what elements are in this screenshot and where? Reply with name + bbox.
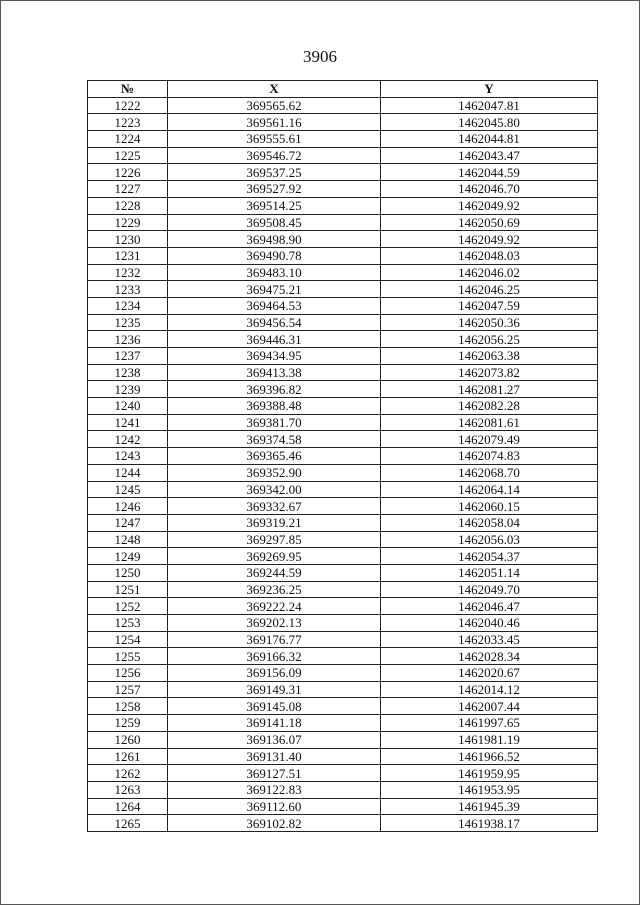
table-body — [88, 97, 598, 831]
cell-x: 369446.31 — [168, 331, 381, 348]
cell-x: 369102.82 — [168, 815, 381, 832]
cell-x: 369156.09 — [168, 665, 381, 682]
cell-point-number: 1251 — [88, 581, 168, 598]
table-row — [88, 581, 598, 598]
table-row — [88, 648, 598, 665]
cell-x: 369498.90 — [168, 231, 381, 248]
table-row — [88, 381, 598, 398]
cell-y: 1462046.70 — [381, 181, 598, 198]
table-row — [88, 364, 598, 381]
cell-y: 1462073.82 — [381, 364, 598, 381]
table-row — [88, 514, 598, 531]
cell-point-number: 1223 — [88, 114, 168, 131]
cell-point-number: 1243 — [88, 448, 168, 465]
cell-point-number: 1238 — [88, 364, 168, 381]
table-row — [88, 481, 598, 498]
cell-point-number: 1225 — [88, 147, 168, 164]
cell-x: 369388.48 — [168, 398, 381, 415]
cell-y: 1462046.02 — [381, 264, 598, 281]
cell-x: 369131.40 — [168, 748, 381, 765]
cell-point-number: 1232 — [88, 264, 168, 281]
cell-x: 369490.78 — [168, 247, 381, 264]
cell-point-number: 1230 — [88, 231, 168, 248]
cell-x: 369508.45 — [168, 214, 381, 231]
cell-x: 369555.61 — [168, 131, 381, 148]
cell-x: 369396.82 — [168, 381, 381, 398]
table-row — [88, 181, 598, 198]
table-row — [88, 431, 598, 448]
cell-point-number: 1235 — [88, 314, 168, 331]
table-row — [88, 731, 598, 748]
cell-y: 1462028.34 — [381, 648, 598, 665]
cell-x: 369202.13 — [168, 615, 381, 632]
cell-y: 1461997.65 — [381, 715, 598, 732]
table-row — [88, 498, 598, 515]
table-row — [88, 297, 598, 314]
cell-point-number: 1257 — [88, 681, 168, 698]
table-row — [88, 715, 598, 732]
cell-point-number: 1233 — [88, 281, 168, 298]
cell-y: 1462056.25 — [381, 331, 598, 348]
cell-x: 369365.46 — [168, 448, 381, 465]
cell-y: 1461953.95 — [381, 781, 598, 798]
cell-point-number: 1250 — [88, 564, 168, 581]
cell-y: 1461966.52 — [381, 748, 598, 765]
cell-y: 1461938.17 — [381, 815, 598, 832]
cell-y: 1462064.14 — [381, 481, 598, 498]
cell-point-number: 1231 — [88, 247, 168, 264]
table-row — [88, 464, 598, 481]
table-row — [88, 665, 598, 682]
cell-point-number: 1265 — [88, 815, 168, 832]
table-row — [88, 197, 598, 214]
table-row — [88, 681, 598, 698]
cell-x: 369464.53 — [168, 297, 381, 314]
table-row — [88, 815, 598, 832]
cell-point-number: 1226 — [88, 164, 168, 181]
table-row — [88, 781, 598, 798]
table-row — [88, 164, 598, 181]
cell-point-number: 1241 — [88, 414, 168, 431]
cell-y: 1461945.39 — [381, 798, 598, 815]
cell-x: 369141.18 — [168, 715, 381, 732]
cell-x: 369319.21 — [168, 514, 381, 531]
table-row — [88, 97, 598, 114]
table-row — [88, 631, 598, 648]
cell-point-number: 1249 — [88, 548, 168, 565]
cell-point-number: 1258 — [88, 698, 168, 715]
cell-y: 1462054.37 — [381, 548, 598, 565]
cell-y: 1462044.81 — [381, 131, 598, 148]
cell-y: 1462049.92 — [381, 197, 598, 214]
cell-x: 369112.60 — [168, 798, 381, 815]
table-row — [88, 214, 598, 231]
column-header-number: № — [88, 81, 168, 98]
cell-x: 369475.21 — [168, 281, 381, 298]
cell-y: 1462081.61 — [381, 414, 598, 431]
cell-x: 369176.77 — [168, 631, 381, 648]
cell-point-number: 1242 — [88, 431, 168, 448]
page-number: 3906 — [303, 47, 337, 66]
cell-point-number: 1234 — [88, 297, 168, 314]
table-row — [88, 247, 598, 264]
table-row — [88, 698, 598, 715]
cell-y: 1462033.45 — [381, 631, 598, 648]
table-row — [88, 114, 598, 131]
cell-point-number: 1236 — [88, 331, 168, 348]
cell-y: 1462050.36 — [381, 314, 598, 331]
cell-y: 1462074.83 — [381, 448, 598, 465]
cell-y: 1462043.47 — [381, 147, 598, 164]
cell-x: 369136.07 — [168, 731, 381, 748]
cell-y: 1462048.03 — [381, 247, 598, 264]
cell-x: 369244.59 — [168, 564, 381, 581]
cell-point-number: 1245 — [88, 481, 168, 498]
cell-point-number: 1237 — [88, 348, 168, 365]
table-row — [88, 264, 598, 281]
cell-y: 1462049.70 — [381, 581, 598, 598]
cell-x: 369352.90 — [168, 464, 381, 481]
cell-x: 369527.92 — [168, 181, 381, 198]
table-header-row — [88, 81, 598, 98]
cell-x: 369222.24 — [168, 598, 381, 615]
table-row — [88, 798, 598, 815]
cell-point-number: 1224 — [88, 131, 168, 148]
cell-point-number: 1259 — [88, 715, 168, 732]
cell-x: 369514.25 — [168, 197, 381, 214]
cell-y: 1462081.27 — [381, 381, 598, 398]
cell-x: 369236.25 — [168, 581, 381, 598]
cell-point-number: 1262 — [88, 765, 168, 782]
table-row — [88, 314, 598, 331]
cell-y: 1462046.25 — [381, 281, 598, 298]
cell-x: 369149.31 — [168, 681, 381, 698]
cell-y: 1462060.15 — [381, 498, 598, 515]
table-row — [88, 548, 598, 565]
cell-x: 369332.67 — [168, 498, 381, 515]
cell-y: 1462007.44 — [381, 698, 598, 715]
cell-point-number: 1248 — [88, 531, 168, 548]
cell-y: 1462044.59 — [381, 164, 598, 181]
cell-point-number: 1240 — [88, 398, 168, 415]
cell-x: 369456.54 — [168, 314, 381, 331]
column-header-y: Y — [381, 81, 598, 98]
cell-y: 1462020.67 — [381, 665, 598, 682]
table-row — [88, 331, 598, 348]
table-row — [88, 564, 598, 581]
cell-x: 369381.70 — [168, 414, 381, 431]
cell-y: 1462051.14 — [381, 564, 598, 581]
table-row — [88, 281, 598, 298]
table-row — [88, 531, 598, 548]
cell-point-number: 1222 — [88, 97, 168, 114]
table-row — [88, 615, 598, 632]
cell-y: 1462063.38 — [381, 348, 598, 365]
cell-point-number: 1227 — [88, 181, 168, 198]
cell-x: 369122.83 — [168, 781, 381, 798]
coordinates-table — [87, 80, 598, 832]
column-header-x: X — [168, 81, 381, 98]
cell-point-number: 1244 — [88, 464, 168, 481]
cell-y: 1462047.81 — [381, 97, 598, 114]
cell-point-number: 1246 — [88, 498, 168, 515]
cell-point-number: 1263 — [88, 781, 168, 798]
table-row — [88, 598, 598, 615]
cell-x: 369483.10 — [168, 264, 381, 281]
cell-point-number: 1254 — [88, 631, 168, 648]
cell-point-number: 1247 — [88, 514, 168, 531]
cell-x: 369269.95 — [168, 548, 381, 565]
cell-y: 1461959.95 — [381, 765, 598, 782]
table-row — [88, 131, 598, 148]
table-row — [88, 448, 598, 465]
cell-x: 369413.38 — [168, 364, 381, 381]
cell-x: 369374.58 — [168, 431, 381, 448]
cell-x: 369546.72 — [168, 147, 381, 164]
table-row — [88, 765, 598, 782]
cell-point-number: 1239 — [88, 381, 168, 398]
cell-y: 1462068.70 — [381, 464, 598, 481]
cell-point-number: 1229 — [88, 214, 168, 231]
cell-y: 1462040.46 — [381, 615, 598, 632]
table-row — [88, 414, 598, 431]
cell-y: 1462047.59 — [381, 297, 598, 314]
cell-point-number: 1256 — [88, 665, 168, 682]
cell-y: 1462050.69 — [381, 214, 598, 231]
cell-y: 1462056.03 — [381, 531, 598, 548]
cell-y: 1462058.04 — [381, 514, 598, 531]
cell-y: 1462045.80 — [381, 114, 598, 131]
cell-y: 1462046.47 — [381, 598, 598, 615]
cell-y: 1462014.12 — [381, 681, 598, 698]
cell-x: 369342.00 — [168, 481, 381, 498]
cell-y: 1462079.49 — [381, 431, 598, 448]
table-row — [88, 231, 598, 248]
cell-point-number: 1228 — [88, 197, 168, 214]
cell-x: 369561.16 — [168, 114, 381, 131]
cell-point-number: 1255 — [88, 648, 168, 665]
cell-point-number: 1264 — [88, 798, 168, 815]
cell-point-number: 1253 — [88, 615, 168, 632]
cell-y: 1462082.28 — [381, 398, 598, 415]
table-row — [88, 398, 598, 415]
table-row — [88, 147, 598, 164]
cell-point-number: 1261 — [88, 748, 168, 765]
cell-x: 369537.25 — [168, 164, 381, 181]
table-row — [88, 348, 598, 365]
cell-x: 369434.95 — [168, 348, 381, 365]
cell-x: 369166.32 — [168, 648, 381, 665]
cell-point-number: 1252 — [88, 598, 168, 615]
cell-x: 369145.08 — [168, 698, 381, 715]
cell-x: 369297.85 — [168, 531, 381, 548]
table-row — [88, 748, 598, 765]
cell-x: 369565.62 — [168, 97, 381, 114]
cell-y: 1461981.19 — [381, 731, 598, 748]
cell-x: 369127.51 — [168, 765, 381, 782]
cell-y: 1462049.92 — [381, 231, 598, 248]
cell-point-number: 1260 — [88, 731, 168, 748]
